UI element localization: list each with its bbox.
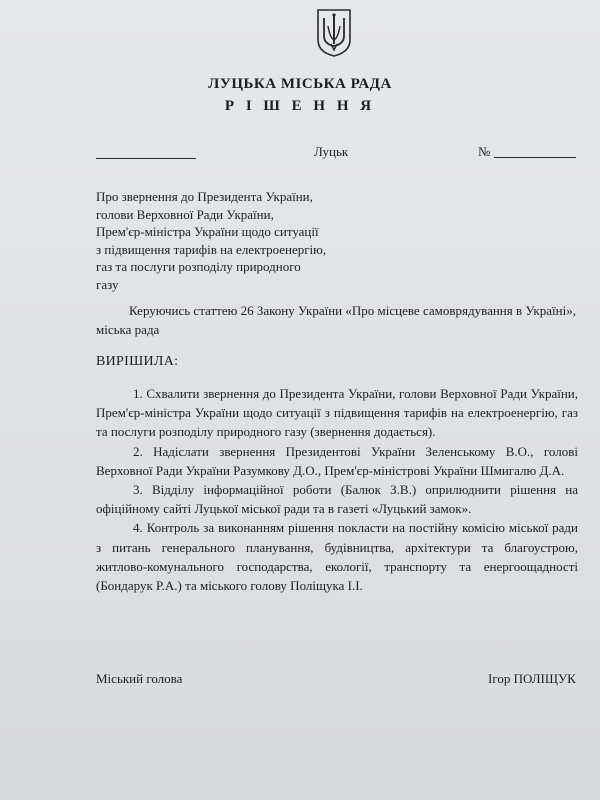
subject-line: голови Верховної Ради України, [96,206,274,222]
subject-line: з підвищення тарифів на електроенергію, [96,241,327,257]
document-type-heading: Р І Ш Е Н Н Я [224,98,376,114]
resolution-item-2: 2. Надіслати звернення Президентові України Зеленському В.О., голові Верховної Ради України Разумкову Д.О., Прем'єр-міністрові України Шмигалю Д.А. [96,443,578,478]
resolution-item-1: 1. Схвалити звернення до Президента України, голови Верховної Ради України, Прем'єр-міністра України щодо ситуації з підвищення тарифів на електроенергію, газ та послуги розподілу природного газу (звернення додається). [96,386,578,440]
city-label: Луцьк [314,144,349,159]
resolution-item-3: 3. Відділу інформаційної роботи (Балюк З.В.) оприлюднити рішення на офіційному сайті Луцької міської ради та в газеті «Луцький замок». [96,482,578,517]
date-blank-line [96,158,196,159]
subject-line: Прем'єр-міністра України щодо ситуації [96,224,319,240]
preamble-paragraph: Керуючись статтею 26 Закону України «Про місцеве самоврядування в Україні», міська рада [96,303,576,337]
resolution-items [96,384,578,595]
number-sign: № [478,144,491,159]
subject-line: Про звернення до Президента України, [96,189,313,204]
signatory-name: Ігор ПОЛІЩУК [488,671,576,686]
number-blank-line [494,157,576,158]
trident-coat-of-arms-icon [316,8,352,58]
resolution-item-4: 4. Контроль за виконанням рішення покласти на постійну комісію міської ради з питань генерального планування, будівництва, архітектури та благоустрою, житлово-комунального господарства, екології, транспорту та енергоощадності (Бондарук Р.А.) та міського голову Поліщука І.І. [96,520,578,594]
resolved-heading: ВИРІШИЛА: [96,354,179,369]
subject-line: газу [96,276,119,292]
signatory-title: Міський голова [96,671,183,686]
subject-line: газ та послуги розподілу природного [96,259,301,275]
decision-subject [96,188,354,294]
council-name: ЛУЦЬКА МІСЬКА РАДА [208,76,392,92]
